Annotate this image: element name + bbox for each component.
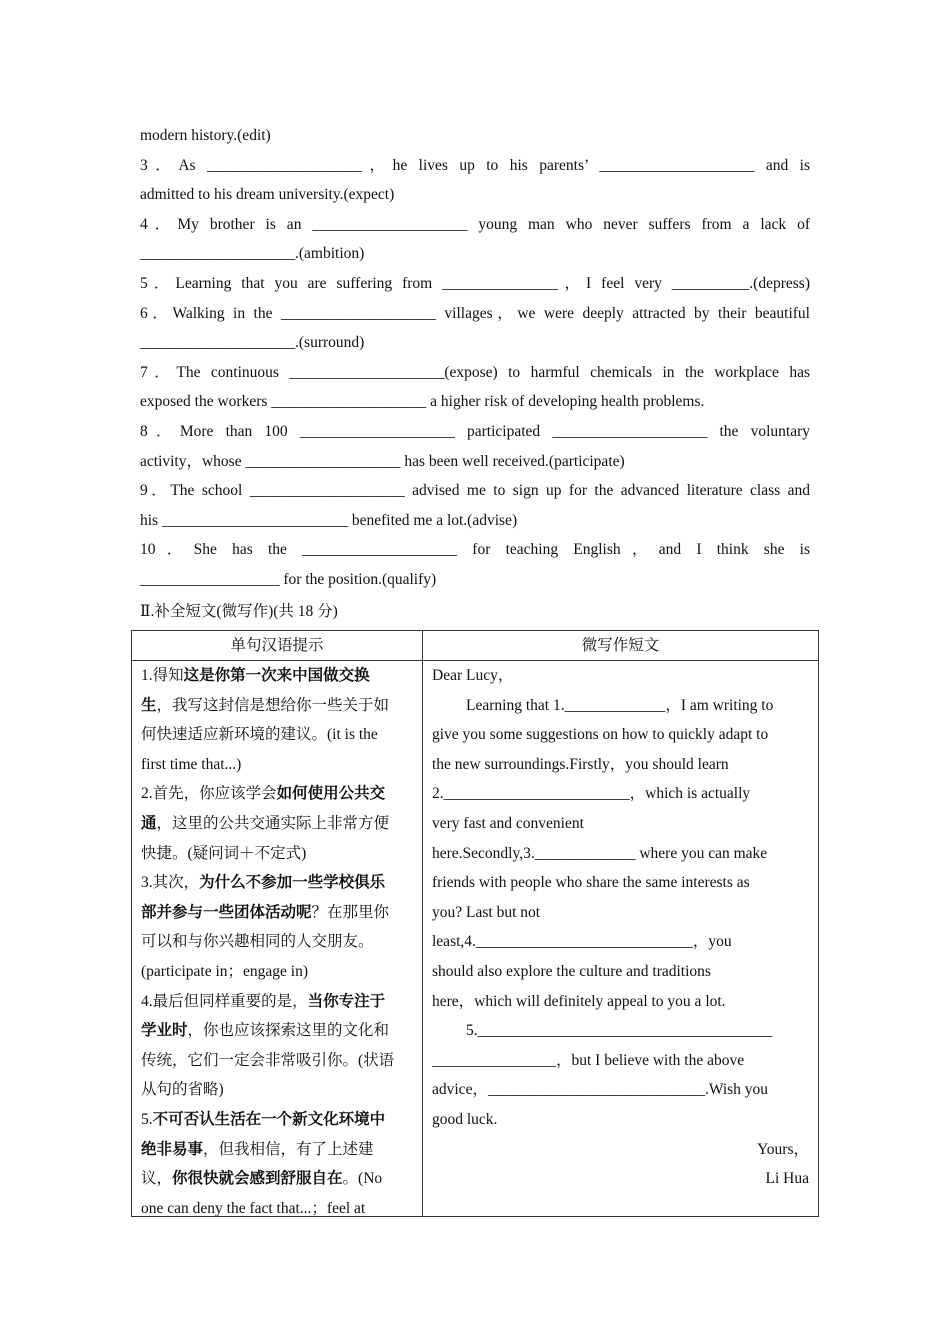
exercise-line: activity，whose ____________________ has been well received.(participate) bbox=[140, 452, 625, 470]
exercise-line: 9．The school ____________________ advised me to sign up for the advanced literature class and bbox=[140, 482, 810, 500]
hint-bold-text: 部并参与一些团体活动呢 bbox=[141, 903, 312, 921]
hint-line bbox=[141, 1075, 413, 1105]
hint-text: 议， bbox=[141, 1170, 173, 1188]
hint-text: 1.得知 bbox=[141, 667, 184, 684]
essay-line: Dear Lucy， bbox=[432, 667, 514, 684]
hint-text: 传统，它们一定会非常吸引你。(状语 bbox=[141, 1051, 395, 1069]
essay-line: advice，____________________________.Wish you bbox=[432, 1081, 769, 1099]
essay-line: you? Last but not bbox=[432, 903, 541, 921]
hint-text: 何快速适应新环境的建议。(it is the bbox=[141, 726, 378, 744]
hint-text: 4.最后但同样重要的是， bbox=[141, 992, 308, 1010]
exercise-line: 10．She has the ____________________ for teaching English，and I think she is bbox=[140, 541, 810, 559]
essay-line: the new surroundings.Firstly，you should learn bbox=[432, 755, 729, 773]
table-body-row bbox=[132, 661, 819, 1217]
hint-line bbox=[141, 957, 413, 987]
hint-line bbox=[141, 987, 413, 1017]
hint-line bbox=[141, 661, 413, 691]
exercise-line: exposed the workers ____________________ a higher risk of developing health problems. bbox=[140, 393, 705, 411]
hint-text: 快捷。(疑问词＋不定式) bbox=[141, 844, 307, 862]
essay-line: Yours， bbox=[757, 1140, 809, 1158]
hint-text: 可以和与你兴趣相同的人交朋友。 bbox=[141, 933, 374, 951]
header-essay: 微写作短文 bbox=[423, 631, 819, 661]
hint-bold-text: 绝非易事 bbox=[141, 1140, 204, 1158]
hint-bold-text: 生 bbox=[141, 696, 157, 714]
hint-line bbox=[141, 1164, 413, 1194]
hint-text: 3.其次， bbox=[141, 874, 200, 892]
hint-line bbox=[141, 691, 413, 721]
hint-line bbox=[141, 1194, 413, 1216]
hint-bold-text: 当你专注于 bbox=[307, 992, 386, 1010]
section-heading: Ⅱ.补全短文(微写作)(共 18 分) bbox=[140, 602, 338, 620]
exercise-line: 7．The continuous ____________________(expose) to harmful chemicals in the workplace has bbox=[140, 363, 810, 381]
essay-line: 5.______________________________________ bbox=[466, 1022, 773, 1040]
header-hints: 单句汉语提示 bbox=[132, 631, 423, 661]
hint-line bbox=[141, 1046, 413, 1076]
essay-line: very fast and convenient bbox=[432, 814, 584, 832]
exercise-section bbox=[140, 121, 810, 626]
exercise-line: 4．My brother is an ____________________ young man who never suffers from a lack of bbox=[140, 215, 810, 233]
exercise-line: admitted to his dream university.(expect) bbox=[140, 186, 395, 204]
hint-bold-text: 不可否认生活在一个新文化环境中 bbox=[152, 1110, 386, 1128]
hints-cell bbox=[132, 661, 423, 1217]
essay-cell bbox=[423, 661, 819, 1217]
hint-text: 2.首先，你应该学会 bbox=[141, 785, 277, 803]
hint-line bbox=[141, 720, 413, 750]
hint-text: 5. bbox=[141, 1110, 153, 1128]
essay-line: here，which will definitely appeal to you a lot. bbox=[432, 992, 726, 1010]
hint-line bbox=[141, 750, 413, 780]
hint-line bbox=[141, 809, 413, 839]
essay-text bbox=[432, 661, 809, 1216]
exercise-line: 6．Walking in the ____________________ villages，we were deeply attracted by their beautiful bbox=[140, 304, 810, 322]
essay-line: here.Secondly,3._____________ where you can make bbox=[432, 844, 768, 862]
hint-line bbox=[141, 779, 413, 809]
hint-text: ，我写这封信是想给你一些关于如 bbox=[156, 696, 390, 714]
essay-line: least,4.____________________________，you bbox=[432, 933, 732, 951]
essay-line: should also explore the culture and traditions bbox=[432, 962, 711, 980]
hint-bold-text: 你很快就会感到舒服自在 bbox=[172, 1170, 343, 1188]
hint-text: 从句的省略) bbox=[141, 1081, 224, 1099]
essay-line: friends with people who share the same interests as bbox=[432, 874, 750, 892]
essay-line: Li Hua bbox=[765, 1170, 809, 1188]
hint-bold-text: 通 bbox=[141, 814, 157, 832]
hint-text: ，这里的公共交通实际上非常方便 bbox=[156, 814, 390, 832]
hint-bold-text: 为什么不参加一些学校俱乐 bbox=[199, 874, 386, 892]
hint-text: first time that...) bbox=[141, 755, 242, 773]
hint-text: (participate in；engage in) bbox=[141, 962, 308, 980]
hint-text: ，但我相信，有了上述建 bbox=[203, 1140, 374, 1158]
essay-line: give you some suggestions on how to quickly adapt to bbox=[432, 726, 769, 744]
exercise-line: 3．As ____________________，he lives up to his parents’ ____________________ and is bbox=[140, 156, 810, 174]
essay-line: Learning that 1._____________，I am writing to bbox=[466, 696, 774, 714]
hint-line bbox=[141, 927, 413, 957]
table-header-row bbox=[132, 631, 819, 661]
exercise-line: his ________________________ benefited me a lot.(advise) bbox=[140, 511, 518, 529]
hints-list bbox=[141, 661, 413, 1216]
exercise-line: ____________________.(ambition) bbox=[140, 245, 365, 263]
essay-line: ________________，but I believe with the above bbox=[432, 1051, 745, 1069]
hint-line bbox=[141, 898, 413, 928]
hint-line bbox=[141, 839, 413, 869]
writing-table bbox=[131, 630, 819, 1217]
exercise-line: 8．More than 100 ____________________ participated ____________________ the voluntary bbox=[140, 422, 810, 440]
hint-text: 。(No bbox=[342, 1170, 383, 1188]
hint-line bbox=[141, 868, 413, 898]
hint-bold-text: 如何使用公共交 bbox=[276, 785, 386, 803]
essay-line: 2.________________________，which is actually bbox=[432, 785, 751, 803]
hint-text: one can deny the fact that...；feel at bbox=[141, 1199, 366, 1216]
hint-bold-text: 学业时 bbox=[141, 1022, 188, 1040]
hint-line bbox=[141, 1135, 413, 1165]
exercise-line: modern history.(edit) bbox=[140, 127, 271, 144]
hint-text: ，你也应该探索这里的文化和 bbox=[187, 1022, 390, 1040]
exercise-line: ____________________.(surround) bbox=[140, 334, 365, 352]
hint-bold-text: 这是你第一次来中国做交换 bbox=[183, 667, 370, 684]
exercise-line: 5．Learning that you are suffering from _______________，I feel very __________.(depress) bbox=[140, 274, 810, 292]
essay-line: good luck. bbox=[432, 1110, 498, 1128]
hint-text: ？在那里你 bbox=[311, 903, 390, 921]
hint-line bbox=[141, 1105, 413, 1135]
exercise-line: __________________ for the position.(qualify) bbox=[140, 570, 437, 588]
hint-line bbox=[141, 1016, 413, 1046]
